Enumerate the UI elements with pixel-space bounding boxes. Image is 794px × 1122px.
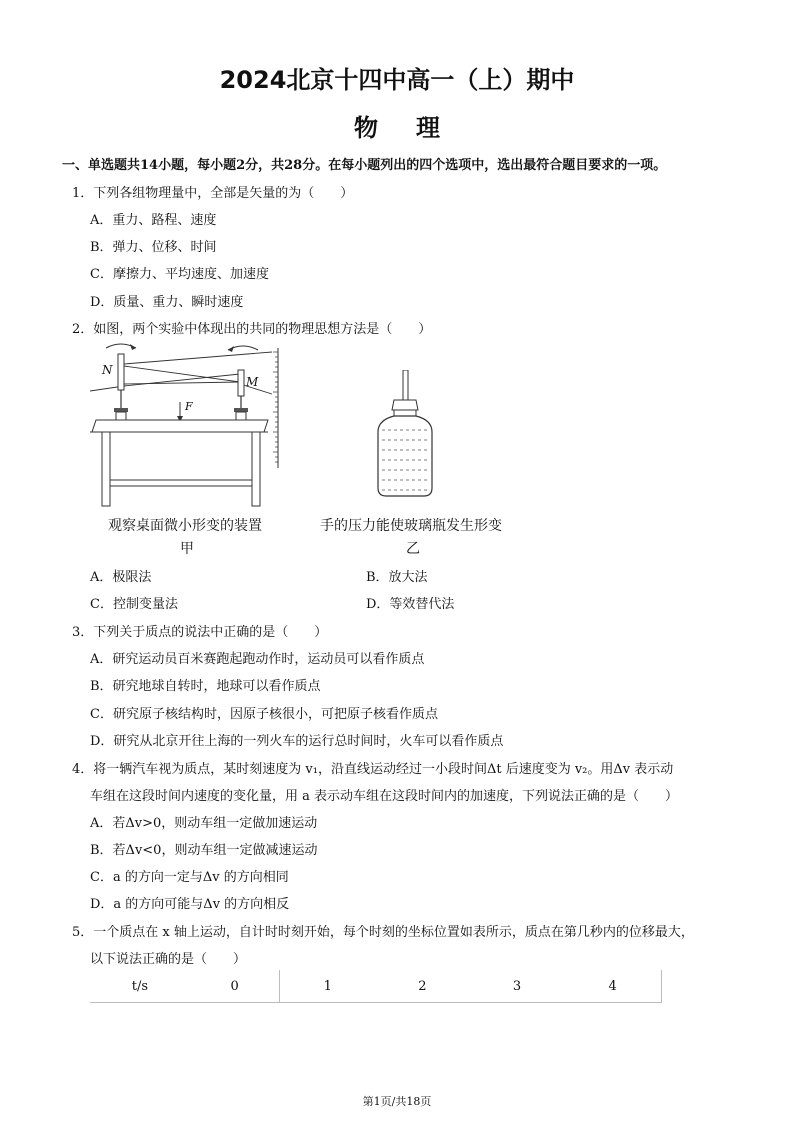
- figure-left-tag: 甲: [180, 541, 194, 557]
- page-title: 2024北京十四中高一（上）期中: [219, 66, 575, 94]
- question-3-option-d: D．研究从北京开往上海的一列火车的运行总时间时，火车可以看作质点: [90, 734, 504, 749]
- table-cell: 3: [470, 970, 565, 1003]
- figure-left-caption: 观察桌面微小形变的装置: [108, 518, 262, 534]
- question-2-option-b: B．放大法: [366, 570, 428, 585]
- question-3-option-c: C．研究原子核结构时，因原子核很小，可把原子核看作质点: [90, 707, 438, 722]
- question-5-stem-line2: 以下说法正确的是（ ）: [90, 952, 247, 967]
- question-4-option-d: D．a 的方向可能与Δv 的方向相反: [90, 897, 290, 912]
- label-n: N: [102, 363, 113, 377]
- label-f: F: [185, 400, 193, 413]
- page-footer: 第1页/共18页: [362, 1095, 432, 1108]
- label-m: M: [246, 375, 259, 389]
- question-4-stem-line1: 4．将一辆汽车视为质点，某时刻速度为 v₁，沿直线运动经过一小段时间Δt 后速度变为 v₂。用Δv 表示动: [72, 762, 674, 777]
- question-4-option-a: A．若Δv>0，则动车组一定做加速运动: [90, 816, 318, 831]
- question-3-stem: 3．下列关于质点的说法中正确的是（ ）: [72, 625, 328, 640]
- question-1-option-c: C．摩擦力、平均速度、加速度: [90, 267, 269, 282]
- question-5-stem-line1: 5．一个质点在 x 轴上运动，自计时时刻开始，每个时刻的坐标位置如表所示，质点在第几秒内的位移最大，: [72, 925, 694, 940]
- subject-title: 物理: [354, 114, 478, 142]
- desk-deformation-figure: [88, 340, 288, 510]
- question-1-stem: 1．下列各组物理量中，全部是矢量的为（ ）: [72, 186, 354, 201]
- question-2-option-a: A．极限法: [90, 570, 152, 585]
- question-3-option-a: A．研究运动员百米赛跑起跑动作时，运动员可以看作质点: [90, 652, 425, 667]
- table-cell: 1: [280, 970, 375, 1003]
- position-table: [90, 970, 662, 1003]
- figure-right-tag: 乙: [406, 541, 420, 557]
- question-4-option-b: B．若Δv<0，则动车组一定做减速运动: [90, 843, 318, 858]
- glass-bottle-figure: [370, 370, 440, 500]
- question-2-option-d: D．等效替代法: [366, 597, 455, 612]
- table-cell: 0: [190, 970, 280, 1003]
- question-4-option-c: C．a 的方向一定与Δv 的方向相同: [90, 870, 289, 885]
- question-1-option-d: D．质量、重力、瞬时速度: [90, 295, 244, 310]
- question-3-option-b: B．研究地球自转时，地球可以看作质点: [90, 679, 321, 694]
- table-cell: 2: [375, 970, 470, 1003]
- question-1-option-a: A．重力、路程、速度: [90, 213, 217, 228]
- figure-right-caption: 手的压力能使玻璃瓶发生形变: [320, 518, 502, 534]
- question-2-option-c: C．控制变量法: [90, 597, 178, 612]
- question-1-option-b: B．弹力、位移、时间: [90, 240, 217, 255]
- table-row: [90, 970, 662, 1003]
- table-header-cell: t/s: [90, 970, 190, 1003]
- table-cell: 4: [564, 970, 661, 1003]
- question-4-stem-line2: 车组在这段时间内速度的变化量，用 a 表示动车组在这段时间内的加速度，下列说法正确的是（ ）: [90, 789, 679, 804]
- question-2-stem: 2．如图，两个实验中体现出的共同的物理思想方法是（ ）: [72, 322, 432, 337]
- section-heading: 一、单选题共14小题，每小题2分，共28分。在每小题列出的四个选项中，选出最符合题目要求的一项。: [62, 158, 667, 173]
